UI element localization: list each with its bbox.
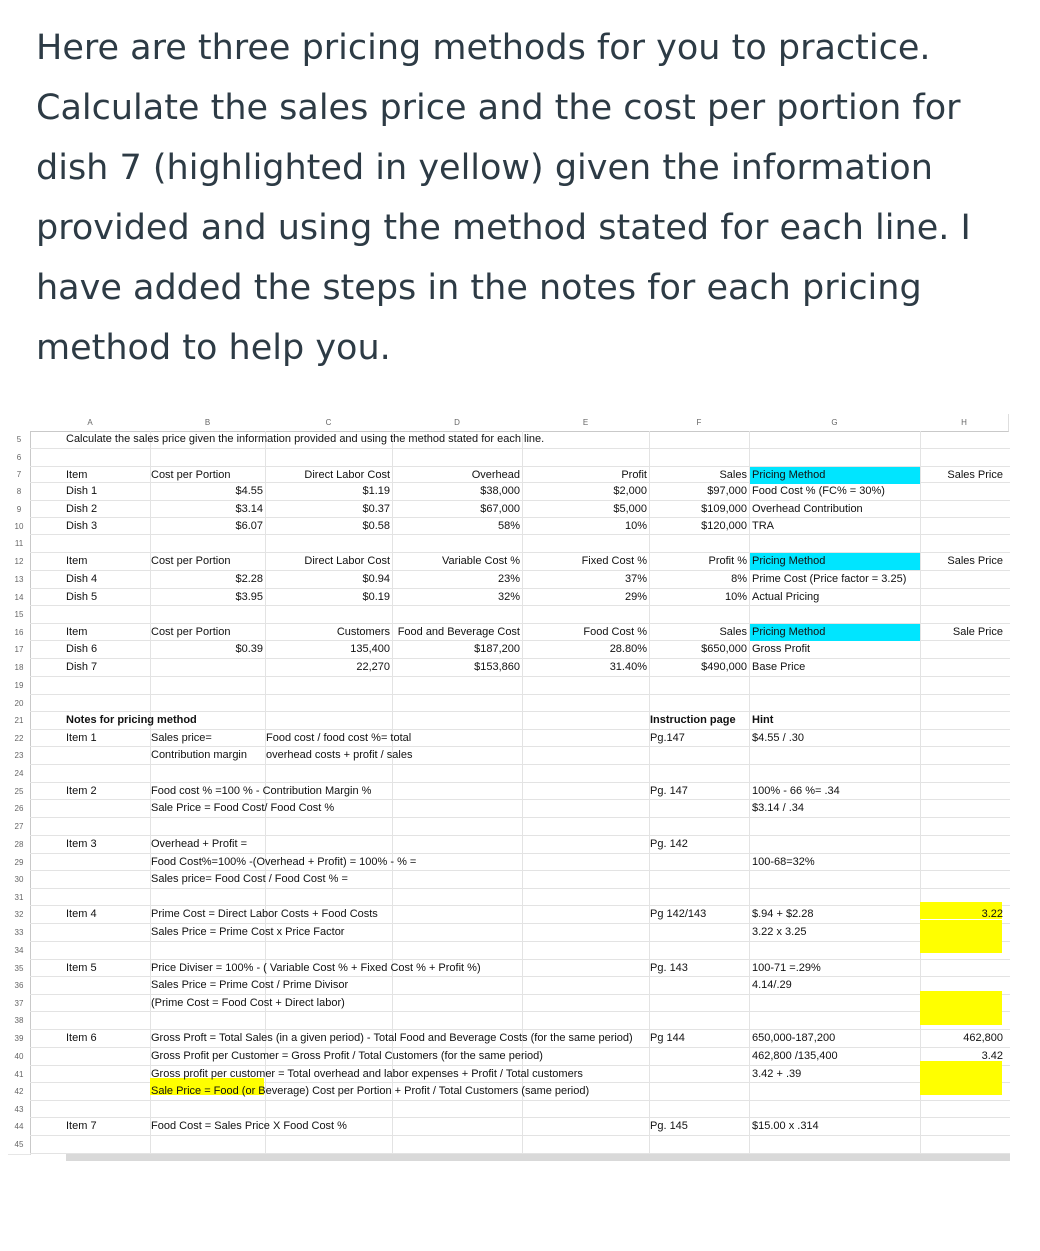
row-number[interactable]: 28 [8,836,31,855]
note-label[interactable]: Item 6 [66,1032,97,1044]
row-number[interactable]: 7 [8,467,31,484]
note-label[interactable]: Item 3 [66,838,97,850]
note[interactable]: overhead costs + profit / sales [266,749,413,761]
cell[interactable]: TRA [752,520,774,532]
header-sales[interactable]: Sales [719,469,747,481]
cell[interactable]: $187,200 [474,643,520,655]
col-header-f[interactable]: F [649,414,750,432]
note[interactable]: Prime Cost = Direct Labor Costs + Food Costs [151,908,378,920]
note-hint[interactable]: 462,800 /135,400 [752,1050,838,1062]
cell[interactable]: $0.19 [362,591,390,603]
spreadsheet[interactable] [8,414,1010,1164]
header-cost[interactable]: Cost per Portion [151,555,231,567]
note-label[interactable]: Item 7 [66,1120,97,1132]
row-number[interactable]: 18 [8,659,31,678]
header-sales[interactable]: Sales [719,626,747,638]
note-label[interactable]: Item 4 [66,908,97,920]
row-number[interactable]: 40 [8,1048,31,1067]
cell[interactable]: 23% [497,573,520,585]
cell[interactable]: Dish 5 [66,591,98,603]
header-customers[interactable]: Customers [336,626,390,638]
note[interactable]: Food Cost%=100% -(Overhead + Profit) = 100% - % = [151,856,417,868]
note[interactable]: Gross Profit per Customer = Gross Profit / Total Customers (for the same period) [151,1050,543,1062]
note-answer[interactable]: 3.42 [981,1050,1003,1062]
note-page[interactable]: Pg. 143 [650,962,688,974]
header-price[interactable]: Sales Price [947,555,1003,567]
note-label[interactable]: Item 5 [66,962,97,974]
note[interactable]: Gross Proft = Total Sales (in a given period) - Total Food and Beverage Costs (for the same period) [151,1032,633,1044]
notes-hint-header[interactable]: Hint [752,714,774,726]
cell[interactable]: Dish 4 [66,573,98,585]
row-number[interactable]: 6 [8,449,31,468]
notes-title[interactable]: Notes for pricing method [66,714,197,726]
cell[interactable]: 8% [731,573,747,585]
cell[interactable]: 58% [497,520,520,532]
cell[interactable]: Gross Profit [752,643,811,655]
note[interactable]: Sales Price = Prime Cost / Prime Divisor [151,979,349,991]
cell[interactable]: 32% [497,591,520,603]
cell[interactable]: 10% [724,591,747,603]
notes-instruction-header[interactable]: Instruction page [650,714,736,726]
header-item[interactable]: Item [66,469,88,481]
note[interactable]: Contribution margin [151,749,247,761]
cell[interactable]: Dish 6 [66,643,98,655]
header-variable[interactable]: Variable Cost % [441,555,520,567]
row-number[interactable]: 31 [8,889,31,907]
row-number[interactable]: 42 [8,1083,31,1102]
cell[interactable]: $109,000 [701,503,747,515]
header-overhead[interactable]: Overhead [471,469,520,481]
row-number[interactable]: 39 [8,1030,31,1049]
cell[interactable]: Prime Cost (Price factor = 3.25) [752,573,907,585]
header-item[interactable]: Item [66,555,88,567]
cell[interactable]: Dish 3 [66,520,98,532]
header-fb-cost[interactable]: Food and Beverage Cost [397,626,520,638]
row-number[interactable]: 26 [8,800,31,819]
row-number[interactable]: 21 [8,712,31,731]
header-cost[interactable]: Cost per Portion [151,469,231,481]
col-header-c[interactable]: C [265,414,393,432]
cell[interactable]: 135,400 [350,643,390,655]
cell[interactable]: $0.58 [362,520,390,532]
cell[interactable]: 28.80% [609,643,647,655]
row-number[interactable]: 37 [8,995,31,1013]
row-number[interactable]: 38 [8,1012,31,1031]
note-page[interactable]: Pg 142/143 [650,908,707,920]
note[interactable]: Price Diviser = 100% - ( Variable Cost % + Fixed Cost % + Profit %) [151,962,481,974]
cell[interactable]: 29% [624,591,647,603]
header-price[interactable]: Sales Price [947,469,1003,481]
note-hint[interactable]: $4.55 / .30 [752,732,804,744]
cell[interactable]: Dish 1 [66,485,98,497]
header-profit[interactable]: Profit % [708,555,747,567]
note[interactable]: (Prime Cost = Food Cost + Direct labor) [151,997,345,1009]
row-number[interactable]: 36 [8,977,31,996]
row-number[interactable]: 43 [8,1101,31,1119]
cell[interactable]: $5,000 [613,503,647,515]
note[interactable]: Sale Price = Food Cost/ Food Cost % [151,802,335,814]
cell[interactable]: $120,000 [701,520,747,532]
row-number[interactable]: 15 [8,606,31,625]
cell[interactable]: $67,000 [480,503,520,515]
note[interactable]: Food Cost = Sales Price X Food Cost % [151,1120,347,1132]
note-answer[interactable]: 462,800 [963,1032,1003,1044]
note[interactable]: Sales Price = Prime Cost x Price Factor [151,926,345,938]
header-fixed[interactable]: Fixed Cost % [581,555,647,567]
cell[interactable]: $38,000 [480,485,520,497]
row-number[interactable]: 41 [8,1066,31,1084]
cell[interactable]: Actual Pricing [752,591,820,603]
cell[interactable]: $0.37 [362,503,390,515]
note[interactable]: Gross profit per customer = Total overhead and labor expenses + Profit / Total customers [151,1068,583,1080]
cell[interactable]: $0.39 [235,643,263,655]
note-page[interactable]: Pg.147 [650,732,685,744]
row-number[interactable]: 11 [8,535,31,554]
cell[interactable]: $3.95 [235,591,263,603]
row-number[interactable]: 10 [8,518,31,536]
row-number[interactable]: 17 [8,641,31,660]
cell[interactable]: Food Cost % (FC% = 30%) [752,485,885,497]
cell[interactable]: $1.19 [362,485,390,497]
note[interactable]: Sales price= [151,732,212,744]
note-hint[interactable]: $15.00 x .314 [752,1120,819,1132]
note-hint[interactable]: 100-68=32% [752,856,815,868]
col-header-h[interactable]: H [920,414,1009,432]
header-item[interactable]: Item [66,626,88,638]
note-hint[interactable]: $3.14 / .34 [752,802,804,814]
cell[interactable]: 31.40% [609,661,647,673]
note[interactable]: Sales price= Food Cost / Food Cost % = [151,873,348,885]
note-answer[interactable]: 3.22 [981,908,1003,920]
note[interactable]: Overhead + Profit = [151,838,247,850]
col-header-a[interactable]: A [30,414,151,432]
cell[interactable]: $2,000 [613,485,647,497]
note[interactable]: Sale Price = Food (or Beverage) Cost per Portion + Profit / Total Customers (same period) [151,1085,590,1097]
horizontal-scrollbar[interactable] [66,1154,1010,1161]
row-number[interactable]: 5 [8,431,31,450]
note[interactable]: Food cost / food cost %= total [266,732,412,744]
note-hint[interactable]: $.94 + $2.28 [752,908,814,920]
row-number[interactable]: 45 [8,1136,31,1155]
header-labor[interactable]: Direct Labor Cost [304,555,390,567]
row-number[interactable]: 14 [8,589,31,607]
note-hint[interactable]: 3.42 + .39 [752,1068,802,1080]
note[interactable]: Food cost % =100 % - Contribution Margin % [151,785,372,797]
row-number[interactable]: 24 [8,765,31,784]
cell[interactable]: Overhead Contribution [752,503,863,515]
header-price[interactable]: Sale Price [952,626,1003,638]
row-number[interactable]: 30 [8,871,31,890]
sheet-title[interactable]: Calculate the sales price given the information provided and using the method stated for each line. [66,433,545,445]
note-hint[interactable]: 100-71 =.29% [752,962,821,974]
col-header-b[interactable]: B [150,414,266,432]
note-page[interactable]: Pg. 147 [650,785,688,797]
cell[interactable]: $3.14 [235,503,263,515]
row-number[interactable]: 8 [8,483,31,502]
row-number[interactable]: 19 [8,677,31,696]
col-header-e[interactable]: E [522,414,650,432]
note-hint[interactable]: 650,000-187,200 [752,1032,836,1044]
instructions-text: Here are three pricing methods for you to practice. Calculate the sales price and the cost per portion for dish 7 (highlighted in yellow) given the information provided and using the method stated for each line. I have added the steps in the notes for each pricing method to help you. [36,28,971,368]
row-number[interactable]: 32 [8,906,31,925]
header-method[interactable]: Pricing Method [750,553,920,570]
header-method[interactable]: Pricing Method [750,467,920,484]
cell[interactable]: $6.07 [235,520,263,532]
row-number[interactable]: 29 [8,854,31,872]
cell[interactable]: $153,860 [474,661,520,673]
header-method[interactable]: Pricing Method [750,624,920,641]
note-hint[interactable]: 100% - 66 %= .34 [752,785,840,797]
row-number[interactable]: 22 [8,730,31,748]
row-number[interactable]: 35 [8,960,31,978]
note-label[interactable]: Item 2 [66,785,97,797]
cell[interactable]: $650,000 [701,643,747,655]
cell[interactable]: 22,270 [356,661,390,673]
col-header-d[interactable]: D [392,414,523,432]
row-number[interactable]: 16 [8,624,31,642]
row-number[interactable]: 13 [8,571,31,590]
cell[interactable]: 37% [624,573,647,585]
cell[interactable]: Dish 7 [66,661,98,673]
header-labor[interactable]: Direct Labor Cost [304,469,390,481]
header-cost[interactable]: Cost per Portion [151,626,231,638]
row-number[interactable]: 33 [8,924,31,943]
row-number[interactable]: 9 [8,501,31,519]
row-number[interactable]: 20 [8,695,31,713]
row-number[interactable]: 27 [8,818,31,837]
row-number[interactable]: 34 [8,942,31,961]
row-number[interactable]: 25 [8,783,31,801]
note-label[interactable]: Item 1 [66,732,97,744]
note-hint[interactable]: 3.22 x 3.25 [752,926,807,938]
note-page[interactable]: Pg 144 [650,1032,685,1044]
note-hint[interactable]: 4.14/.29 [752,979,792,991]
col-header-g[interactable]: G [749,414,921,432]
cell[interactable]: Base Price [752,661,806,673]
row-number[interactable]: 12 [8,553,31,572]
header-profit[interactable]: Profit [621,469,647,481]
row-number[interactable]: 23 [8,747,31,766]
cell[interactable]: $2.28 [235,573,263,585]
cell[interactable]: $97,000 [707,485,747,497]
cell[interactable]: $0.94 [362,573,390,585]
cell[interactable]: $490,000 [701,661,747,673]
corner-cell[interactable] [8,414,31,432]
cell[interactable]: $4.55 [235,485,263,497]
cell[interactable]: Dish 2 [66,503,98,515]
note-page[interactable]: Pg. 145 [650,1120,688,1132]
row-number[interactable]: 44 [8,1118,31,1137]
note-page[interactable]: Pg. 142 [650,838,688,850]
header-food-cost[interactable]: Food Cost % [583,626,647,638]
cell[interactable]: 10% [624,520,647,532]
